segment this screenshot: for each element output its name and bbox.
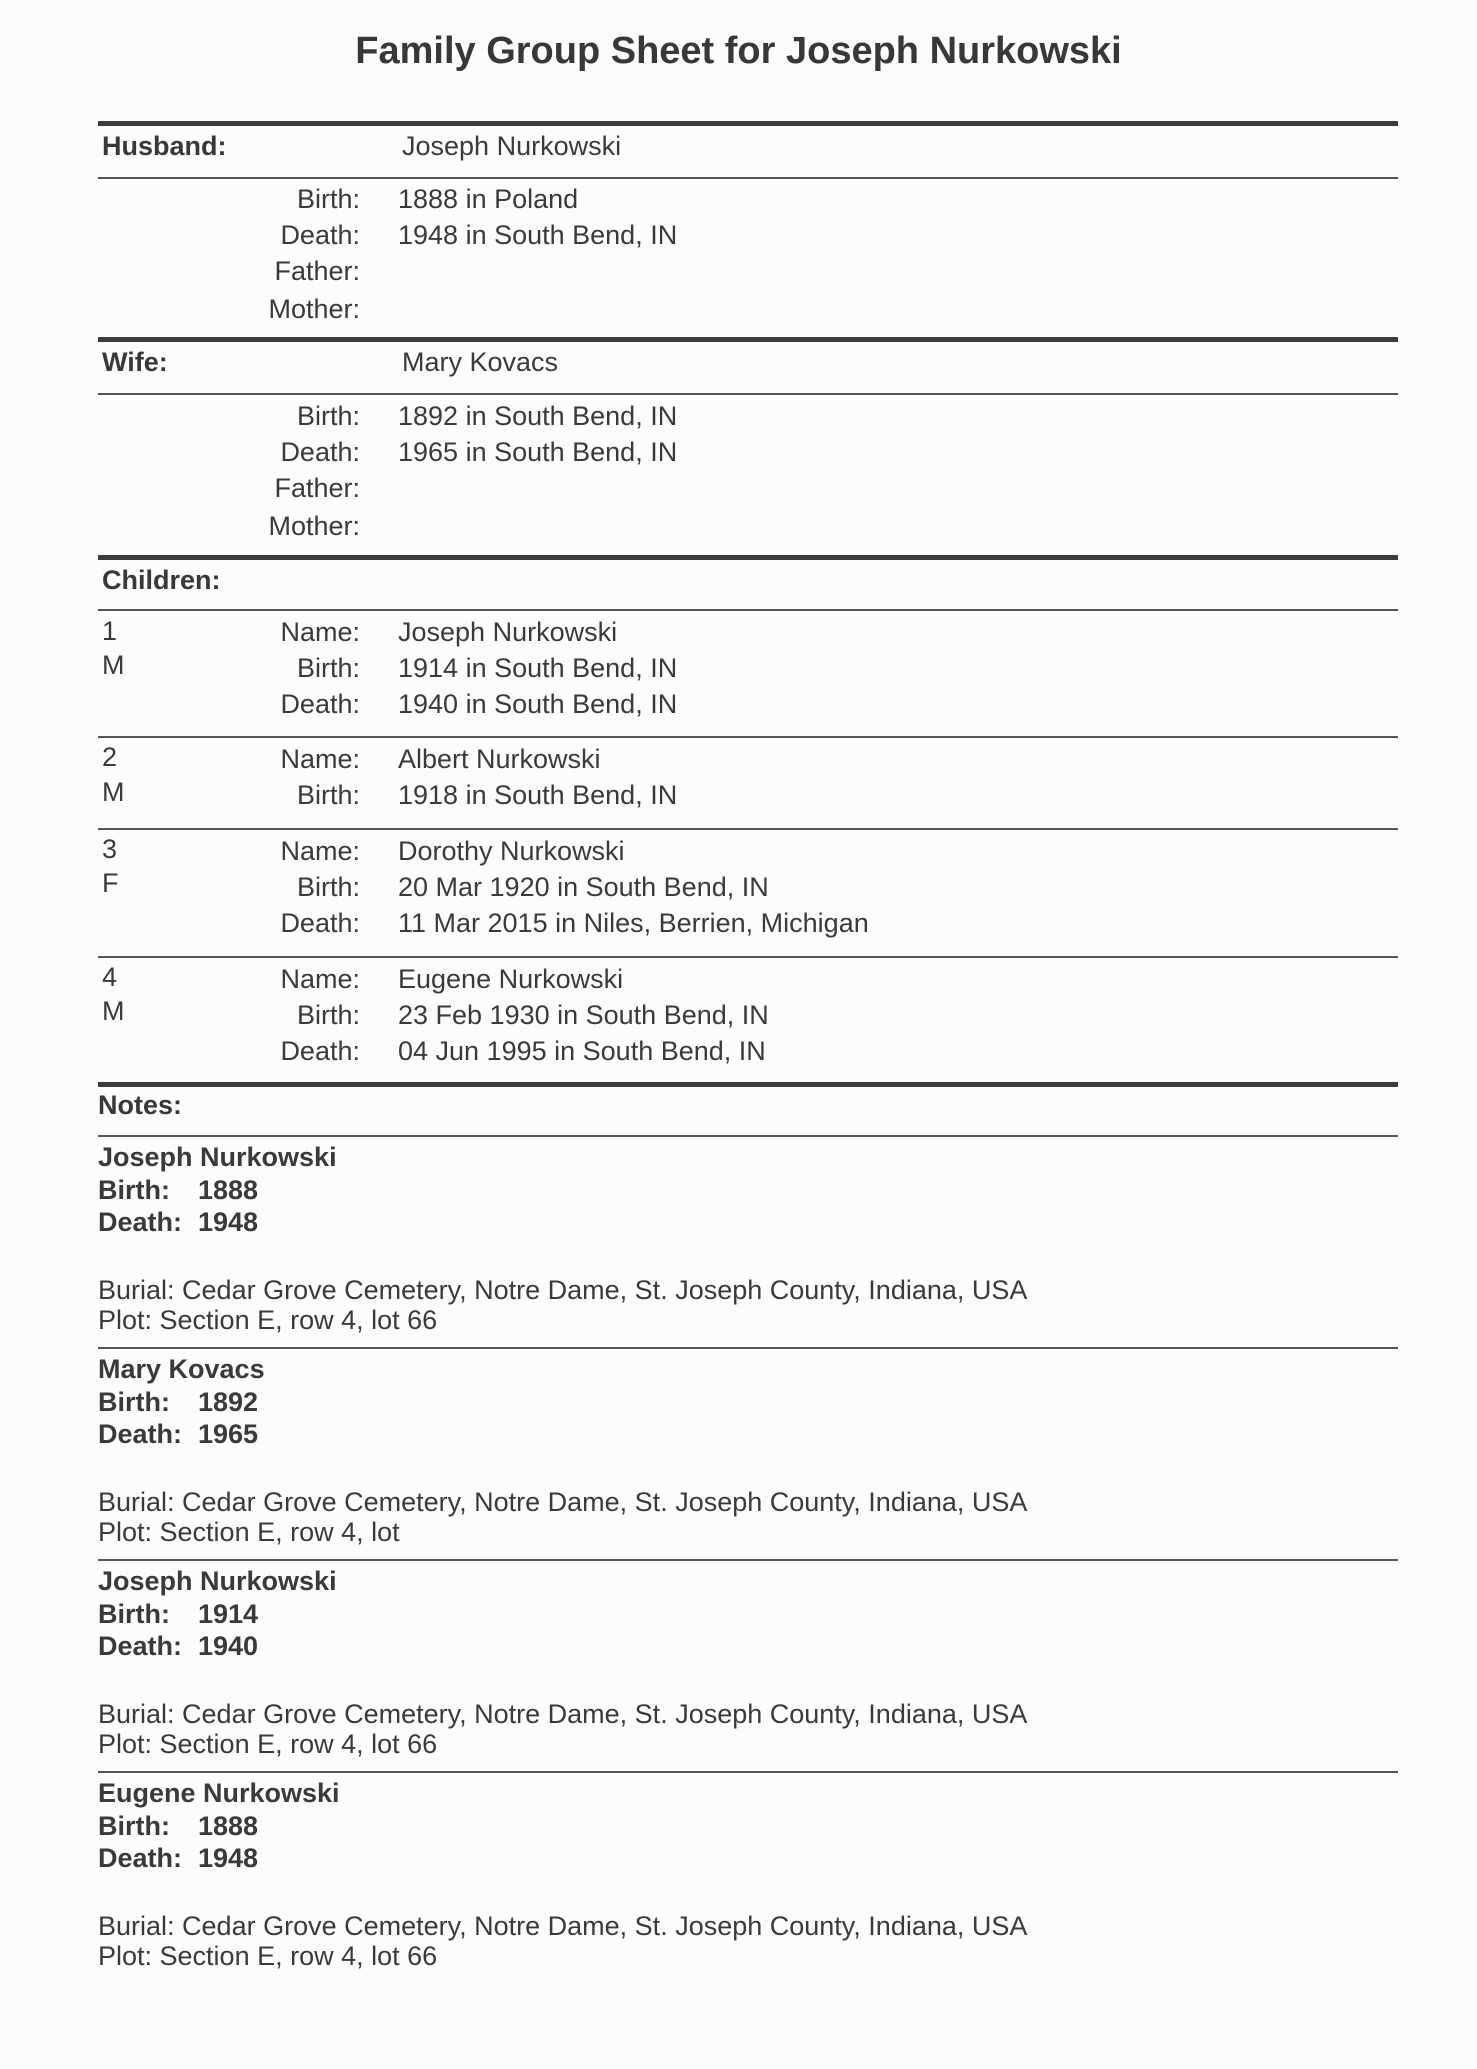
note-birth-value: 1914: [198, 1599, 259, 1629]
child-birth-label: Birth:: [296, 1000, 360, 1030]
note-burial: Burial: Cedar Grove Cemetery, Notre Dame, St. Joseph County, Indiana, USA: [98, 1699, 1028, 1729]
divider: [98, 393, 1398, 395]
note-death-label: Death:: [98, 1419, 183, 1449]
note-death: [98, 1843, 258, 1874]
note-birth: [98, 1599, 258, 1630]
child-birth-label: Birth:: [296, 872, 360, 902]
child-number: 3: [102, 834, 118, 864]
note-birth-label: Birth:: [98, 1175, 170, 1205]
section-divider: [98, 555, 1398, 560]
divider: [98, 956, 1398, 958]
husband-death-label: Death:: [280, 220, 360, 250]
child-death-label: Death:: [280, 1036, 360, 1066]
child-birth: 20 Mar 1920 in South Bend, IN: [398, 872, 769, 902]
divider: [98, 1559, 1398, 1561]
note-death-value: 1948: [198, 1843, 259, 1873]
note-birth: [98, 1387, 258, 1418]
husband-birth-label: Birth:: [296, 184, 360, 214]
divider: [98, 1135, 1398, 1137]
divider: [98, 828, 1398, 830]
child-name-label: Name:: [280, 964, 360, 994]
child-birth-label: Birth:: [296, 780, 360, 810]
wife-birth-label: Birth:: [296, 401, 360, 431]
note-death-label: Death:: [98, 1843, 183, 1873]
wife-header: Wife:: [102, 347, 168, 377]
note-death-label: Death:: [98, 1207, 183, 1237]
note-name: Mary Kovacs: [98, 1354, 265, 1384]
note-name: Joseph Nurkowski: [98, 1566, 337, 1596]
note-death-value: 1965: [198, 1419, 259, 1449]
child-death-label: Death:: [280, 908, 360, 938]
children-header: Children:: [102, 565, 221, 595]
note-birth: [98, 1175, 258, 1206]
wife-mother-label: Mother:: [268, 511, 360, 541]
wife-name: Mary Kovacs: [402, 347, 559, 377]
husband-birth: 1888 in Poland: [398, 184, 579, 214]
child-death: 04 Jun 1995 in South Bend, IN: [398, 1036, 766, 1066]
child-name-label: Name:: [280, 744, 360, 774]
note-burial: Burial: Cedar Grove Cemetery, Notre Dame, St. Joseph County, Indiana, USA: [98, 1911, 1028, 1941]
divider: [98, 1771, 1398, 1773]
child-name: Eugene Nurkowski: [398, 964, 624, 994]
child-sex: M: [102, 996, 125, 1026]
section-divider: [98, 337, 1398, 342]
note-birth-value: 1892: [198, 1387, 259, 1417]
note-plot: Plot: Section E, row 4, lot 66: [98, 1941, 438, 1971]
note-birth-label: Birth:: [98, 1387, 170, 1417]
note-death: [98, 1207, 258, 1238]
note-birth-value: 1888: [198, 1811, 259, 1841]
divider: [98, 736, 1398, 738]
page-title: Family Group Sheet for Joseph Nurkowski: [355, 30, 1122, 72]
wife-father-label: Father:: [274, 473, 360, 503]
child-death-label: Death:: [280, 689, 360, 719]
child-birth: 1914 in South Bend, IN: [398, 653, 678, 683]
divider: [98, 1347, 1398, 1349]
wife-death: 1965 in South Bend, IN: [398, 437, 678, 467]
husband-father-label: Father:: [274, 256, 360, 286]
child-number: 1: [102, 616, 118, 646]
child-death: 11 Mar 2015 in Niles, Berrien, Michigan: [398, 908, 869, 938]
child-birth: 23 Feb 1930 in South Bend, IN: [398, 1000, 769, 1030]
child-sex: M: [102, 777, 125, 807]
note-death: [98, 1631, 258, 1662]
child-number: 2: [102, 742, 118, 772]
child-name-label: Name:: [280, 617, 360, 647]
note-death-value: 1948: [198, 1207, 259, 1237]
note-death-value: 1940: [198, 1631, 259, 1661]
wife-birth: 1892 in South Bend, IN: [398, 401, 678, 431]
note-birth-label: Birth:: [98, 1599, 170, 1629]
child-birth: 1918 in South Bend, IN: [398, 780, 678, 810]
note-name: Joseph Nurkowski: [98, 1142, 337, 1172]
child-name: Joseph Nurkowski: [398, 617, 618, 647]
note-plot: Plot: Section E, row 4, lot: [98, 1517, 400, 1547]
divider: [98, 177, 1398, 179]
child-birth-label: Birth:: [296, 653, 360, 683]
note-birth-value: 1888: [198, 1175, 259, 1205]
husband-header: Husband:: [102, 131, 227, 161]
husband-mother-label: Mother:: [268, 294, 360, 324]
note-name: Eugene Nurkowski: [98, 1778, 340, 1808]
child-name: Dorothy Nurkowski: [398, 836, 625, 866]
child-number: 4: [102, 962, 118, 992]
note-birth: [98, 1811, 258, 1842]
note-burial: Burial: Cedar Grove Cemetery, Notre Dame, St. Joseph County, Indiana, USA: [98, 1487, 1028, 1517]
child-death: 1940 in South Bend, IN: [398, 689, 678, 719]
husband-death: 1948 in South Bend, IN: [398, 220, 678, 250]
notes-header: Notes:: [98, 1090, 183, 1120]
child-name-label: Name:: [280, 836, 360, 866]
note-death-label: Death:: [98, 1631, 183, 1661]
divider: [98, 609, 1398, 611]
child-sex: F: [102, 868, 119, 898]
section-divider: [98, 121, 1398, 126]
note-plot: Plot: Section E, row 4, lot 66: [98, 1305, 438, 1335]
note-birth-label: Birth:: [98, 1811, 170, 1841]
note-burial: Burial: Cedar Grove Cemetery, Notre Dame, St. Joseph County, Indiana, USA: [98, 1275, 1028, 1305]
note-death: [98, 1419, 258, 1450]
wife-death-label: Death:: [280, 437, 360, 467]
child-name: Albert Nurkowski: [398, 744, 601, 774]
child-sex: M: [102, 650, 125, 680]
note-plot: Plot: Section E, row 4, lot 66: [98, 1729, 438, 1759]
section-divider: [98, 1082, 1398, 1087]
husband-name: Joseph Nurkowski: [402, 131, 622, 161]
